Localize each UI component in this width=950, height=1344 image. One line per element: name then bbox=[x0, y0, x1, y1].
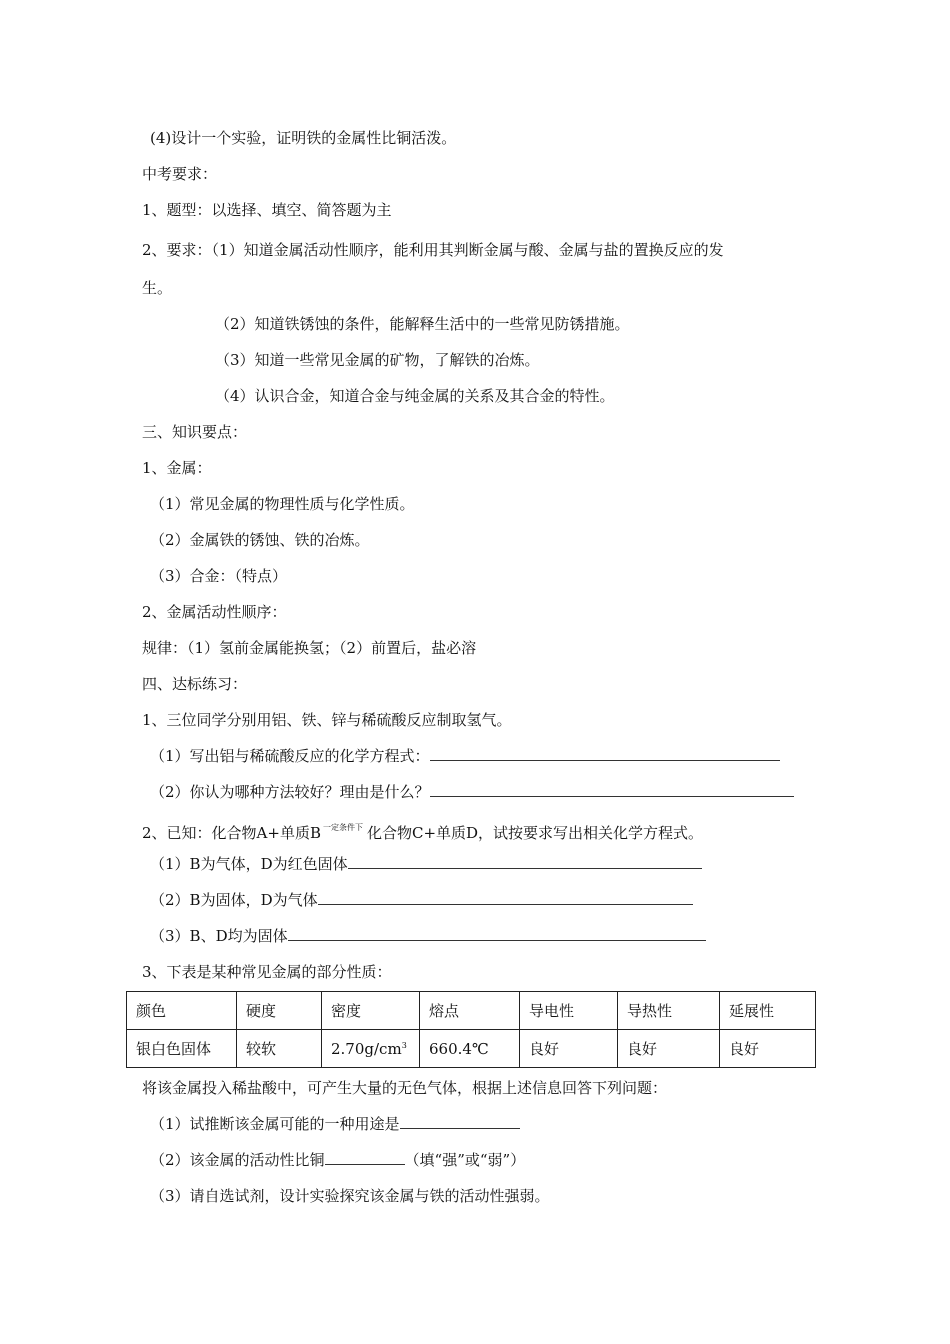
activity-series-subheading: 2、金属活动性顺序： bbox=[142, 603, 287, 621]
answer-blank[interactable] bbox=[430, 746, 780, 761]
requirement-4-line: （4）认识合金，知道合金与纯金属的关系及其合金的特性。 bbox=[215, 387, 615, 405]
exercise-2-part-2 bbox=[150, 890, 693, 910]
requirement-3-line: （3）知道一些常见金属的矿物，了解铁的冶炼。 bbox=[215, 351, 540, 369]
exercise-2-part-3-text: （3）B、D均为固体 bbox=[150, 927, 288, 945]
table-cell: 良好 bbox=[520, 1030, 618, 1068]
metals-point-2: （2）金属铁的锈蚀、铁的冶炼。 bbox=[150, 531, 370, 549]
density-value: 2.70g/cm bbox=[331, 1039, 402, 1058]
exercise-3-part-2-text: （2）该金属的活动性比铜 bbox=[150, 1151, 325, 1169]
exercise-1-part-1 bbox=[150, 746, 780, 766]
question-types-line: 1、题型：以选择、填空、简答题为主 bbox=[142, 201, 392, 219]
answer-blank[interactable] bbox=[288, 926, 706, 941]
answer-blank[interactable] bbox=[348, 854, 702, 869]
exercise-3-prompt: 3、下表是某种常见金属的部分性质： bbox=[142, 963, 392, 981]
exercise-2-part-1-text: （1）B为气体，D为红色固体 bbox=[150, 855, 348, 873]
exercise-1-part-2 bbox=[150, 782, 794, 802]
exercise-2-prompt-end: 化合物C+单质D，试按要求写出相关化学方程式。 bbox=[366, 824, 704, 842]
table-header-cell: 延展性 bbox=[720, 992, 816, 1030]
table-cell: 银白色固体 bbox=[127, 1030, 237, 1068]
table-cell: 良好 bbox=[618, 1030, 720, 1068]
exercise-2-prompt-start: 2、已知：化合物A+单质B bbox=[142, 824, 321, 842]
requirement-2-line: （2）知道铁锈蚀的条件，能解释生活中的一些常见防锈措施。 bbox=[215, 315, 630, 333]
requirement-1-line: 2、要求：（1）知道金属活动性顺序，能利用其判断金属与酸、金属与盐的置换反应的发 bbox=[142, 241, 724, 259]
reaction-condition-label: 一定条件下 bbox=[322, 823, 363, 832]
metal-properties-table bbox=[126, 991, 816, 1068]
table-header-cell: 熔点 bbox=[420, 992, 520, 1030]
requirement-1-continuation: 生。 bbox=[142, 279, 173, 297]
metals-subheading: 1、金属： bbox=[142, 459, 212, 477]
exercise-3-part-3: （3）请自选试剂，设计实验探究该金属与铁的活动性强弱。 bbox=[150, 1187, 550, 1205]
answer-blank[interactable] bbox=[325, 1150, 405, 1165]
exam-requirements-heading: 中考要求： bbox=[142, 165, 218, 183]
table-cell: 660.4℃ bbox=[420, 1030, 520, 1068]
table-cell: 良好 bbox=[720, 1030, 816, 1068]
table-header-cell: 导电性 bbox=[520, 992, 618, 1030]
table-header-cell: 导热性 bbox=[618, 992, 720, 1030]
metals-point-3: （3）合金：（特点） bbox=[150, 567, 288, 585]
exercise-2-part-3 bbox=[150, 926, 706, 946]
exercise-1-part-2-text: （2）你认为哪种方法较好？理由是什么？ bbox=[150, 783, 430, 801]
item-4-design-experiment: (4)设计一个实验，证明铁的金属性比铜活泼。 bbox=[150, 129, 457, 147]
table-header-row bbox=[127, 992, 816, 1030]
exercise-3-part-2-hint: （填“强”或“弱”） bbox=[404, 1151, 526, 1169]
table-cell-density bbox=[322, 1030, 420, 1068]
exercise-2-part-2-text: （2）B为固体，D为气体 bbox=[150, 891, 318, 909]
exercise-3-part-1 bbox=[150, 1114, 520, 1134]
exercise-2-prompt bbox=[142, 818, 703, 843]
exercise-1-part-1-text: （1）写出铝与稀硫酸反应的化学方程式： bbox=[150, 747, 430, 765]
answer-blank[interactable] bbox=[430, 782, 794, 797]
knowledge-points-heading: 三、知识要点： bbox=[142, 423, 248, 441]
exercise-3-part-1-text: （1）试推断该金属可能的一种用途是 bbox=[150, 1115, 400, 1133]
answer-blank[interactable] bbox=[318, 890, 693, 905]
table-row bbox=[127, 1030, 816, 1068]
metals-point-1: （1）常见金属的物理性质与化学性质。 bbox=[150, 495, 415, 513]
answer-blank[interactable] bbox=[400, 1114, 520, 1129]
exercise-1-prompt: 1、三位同学分别用铝、铁、锌与稀硫酸反应制取氢气。 bbox=[142, 711, 512, 729]
exercise-2-part-1 bbox=[150, 854, 702, 874]
activity-series-rules: 规律：（1）氢前金属能换氢；（2）前置后，盐必溶 bbox=[142, 639, 477, 657]
table-header-cell: 颜色 bbox=[127, 992, 237, 1030]
exercise-3-context: 将该金属投入稀盐酸中，可产生大量的无色气体，根据上述信息回答下列问题： bbox=[142, 1079, 668, 1097]
table-cell: 较软 bbox=[237, 1030, 322, 1068]
density-exponent: 3 bbox=[401, 1040, 407, 1050]
table-header-cell: 硬度 bbox=[237, 992, 322, 1030]
exercise-3-part-2 bbox=[150, 1150, 525, 1170]
practice-heading: 四、达标练习： bbox=[142, 675, 248, 693]
table-header-cell: 密度 bbox=[322, 992, 420, 1030]
